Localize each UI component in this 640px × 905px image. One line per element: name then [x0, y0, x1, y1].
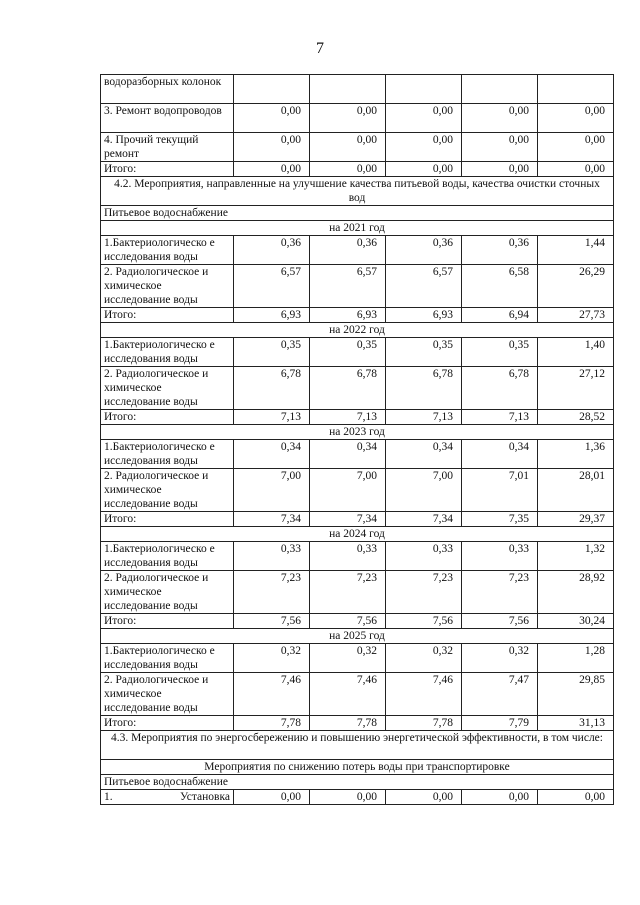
value-cell: 0,00 — [538, 133, 614, 162]
value-cell: 1,28 — [538, 644, 614, 673]
value-cell: 6,93 — [310, 308, 386, 323]
table-row — [101, 614, 614, 629]
value-cell: 7,46 — [234, 673, 310, 716]
category-row — [101, 775, 614, 790]
value-cell: 0,00 — [386, 104, 462, 133]
value-cell: 27,12 — [538, 367, 614, 410]
value-cell: 0,00 — [538, 162, 614, 177]
row-label: 4. Прочий текущий ремонт — [101, 133, 234, 162]
value-cell: 0,33 — [310, 542, 386, 571]
value-cell: 1,36 — [538, 440, 614, 469]
value-cell: 28,01 — [538, 469, 614, 512]
value-cell: 6,78 — [310, 367, 386, 410]
value-cell: 7,13 — [310, 410, 386, 425]
value-cell — [234, 75, 310, 104]
year-header-row — [101, 323, 614, 338]
value-cell: 0,32 — [386, 644, 462, 673]
value-cell: 7,00 — [310, 469, 386, 512]
table-row — [101, 469, 614, 512]
row-label: Итого: — [101, 512, 234, 527]
value-cell: 0,00 — [462, 790, 538, 805]
table-row — [101, 410, 614, 425]
row-label: 1. Установка — [101, 790, 234, 805]
table-row — [101, 162, 614, 177]
value-cell: 6,78 — [462, 367, 538, 410]
year-header-row — [101, 221, 614, 236]
value-cell: 6,57 — [310, 265, 386, 308]
value-cell: 7,46 — [310, 673, 386, 716]
category-row — [101, 206, 614, 221]
year-title: на 2022 год — [101, 323, 614, 338]
row-label: 2. Радиологическое и химическое исследование воды — [101, 367, 234, 410]
value-cell: 7,13 — [462, 410, 538, 425]
table-row — [101, 104, 614, 133]
value-cell: 7,78 — [310, 716, 386, 731]
value-cell — [386, 75, 462, 104]
value-cell: 0,00 — [234, 162, 310, 177]
value-cell: 7,01 — [462, 469, 538, 512]
value-cell: 0,00 — [538, 790, 614, 805]
value-cell: 6,57 — [386, 265, 462, 308]
table-row — [101, 571, 614, 614]
table-row — [101, 75, 614, 104]
table-row — [101, 716, 614, 731]
row-label: 1.Бактериологическо е исследования воды — [101, 440, 234, 469]
value-cell: 0,34 — [386, 440, 462, 469]
row-label: 1.Бактериологическо е исследования воды — [101, 644, 234, 673]
value-cell: 0,36 — [310, 236, 386, 265]
row-label: 3. Ремонт водопроводов — [101, 104, 234, 133]
year-header-row — [101, 629, 614, 644]
value-cell: 0,33 — [386, 542, 462, 571]
value-cell: 0,00 — [462, 162, 538, 177]
value-cell: 7,79 — [462, 716, 538, 731]
category-title: Питьевое водоснабжение — [101, 775, 614, 790]
table-row — [101, 265, 614, 308]
row-label: 2. Радиологическое и химическое исследование воды — [101, 265, 234, 308]
row-label: Итого: — [101, 716, 234, 731]
value-cell — [310, 75, 386, 104]
value-cell: 7,00 — [386, 469, 462, 512]
section-header-row — [101, 731, 614, 760]
value-cell: 29,37 — [538, 512, 614, 527]
value-cell: 6,57 — [234, 265, 310, 308]
year-title: на 2021 год — [101, 221, 614, 236]
value-cell: 1,32 — [538, 542, 614, 571]
value-cell: 0,00 — [386, 790, 462, 805]
value-cell: 0,35 — [386, 338, 462, 367]
value-cell: 0,32 — [234, 644, 310, 673]
value-cell: 0,36 — [234, 236, 310, 265]
value-cell: 0,34 — [310, 440, 386, 469]
row-label: водоразборных колонок — [101, 75, 234, 104]
page-number: 7 — [316, 40, 324, 57]
table-row — [101, 367, 614, 410]
value-cell: 7,78 — [234, 716, 310, 731]
row-label: 2. Радиологическое и химическое исследование воды — [101, 571, 234, 614]
row-label: 1.Бактериологическо е исследования воды — [101, 542, 234, 571]
value-cell: 28,92 — [538, 571, 614, 614]
value-cell: 6,78 — [234, 367, 310, 410]
value-cell: 7,56 — [234, 614, 310, 629]
value-cell — [538, 75, 614, 104]
value-cell: 0,00 — [234, 104, 310, 133]
table-row — [101, 542, 614, 571]
value-cell: 26,29 — [538, 265, 614, 308]
value-cell: 6,93 — [234, 308, 310, 323]
year-title: на 2023 год — [101, 425, 614, 440]
value-cell: 0,35 — [234, 338, 310, 367]
section-title: 4.3. Мероприятия по энергосбережению и повышению энергетической эффективности, в том числе: — [101, 731, 614, 760]
value-cell: 0,35 — [310, 338, 386, 367]
value-cell: 7,34 — [234, 512, 310, 527]
table-row — [101, 644, 614, 673]
row-label: 2. Радиологическое и химическое исследование воды — [101, 469, 234, 512]
value-cell: 0,00 — [538, 104, 614, 133]
value-cell — [462, 75, 538, 104]
value-cell: 7,23 — [462, 571, 538, 614]
value-cell: 27,73 — [538, 308, 614, 323]
value-cell: 7,56 — [386, 614, 462, 629]
table-row — [101, 338, 614, 367]
year-header-row — [101, 760, 614, 775]
table-row — [101, 440, 614, 469]
value-cell: 7,34 — [310, 512, 386, 527]
value-cell: 0,00 — [310, 790, 386, 805]
year-title: на 2025 год — [101, 629, 614, 644]
year-header-row — [101, 527, 614, 542]
value-cell: 7,56 — [462, 614, 538, 629]
value-cell: 1,40 — [538, 338, 614, 367]
year-header-row — [101, 425, 614, 440]
value-cell: 0,00 — [310, 104, 386, 133]
value-cell: 0,32 — [462, 644, 538, 673]
value-cell: 7,23 — [386, 571, 462, 614]
measures-table — [100, 74, 614, 805]
value-cell: 0,33 — [462, 542, 538, 571]
value-cell: 0,36 — [386, 236, 462, 265]
value-cell: 6,78 — [386, 367, 462, 410]
value-cell: 29,85 — [538, 673, 614, 716]
row-label: Итого: — [101, 308, 234, 323]
value-cell: 0,00 — [310, 133, 386, 162]
row-label: Итого: — [101, 410, 234, 425]
value-cell: 0,00 — [462, 133, 538, 162]
table-row — [101, 308, 614, 323]
value-cell: 6,93 — [386, 308, 462, 323]
value-cell: 7,47 — [462, 673, 538, 716]
year-title: на 2024 год — [101, 527, 614, 542]
table-row — [101, 673, 614, 716]
value-cell: 0,00 — [310, 162, 386, 177]
value-cell: 7,00 — [234, 469, 310, 512]
value-cell: 7,46 — [386, 673, 462, 716]
section-header-row — [101, 177, 614, 206]
table-row — [101, 236, 614, 265]
value-cell: 6,94 — [462, 308, 538, 323]
value-cell: 7,13 — [234, 410, 310, 425]
table-row — [101, 512, 614, 527]
value-cell: 7,34 — [386, 512, 462, 527]
row-label: Итого: — [101, 162, 234, 177]
table-row — [101, 133, 614, 162]
section-title: 4.2. Мероприятия, направленные на улучшение качества питьевой воды, качества очистки сточных вод — [101, 177, 614, 206]
value-cell: 0,32 — [310, 644, 386, 673]
value-cell: 7,35 — [462, 512, 538, 527]
value-cell: 7,56 — [310, 614, 386, 629]
row-label: 1.Бактериологическо е исследования воды — [101, 338, 234, 367]
value-cell: 6,58 — [462, 265, 538, 308]
table-row — [101, 790, 614, 805]
value-cell: 30,24 — [538, 614, 614, 629]
row-label: 1.Бактериологическо е исследования воды — [101, 236, 234, 265]
value-cell: 28,52 — [538, 410, 614, 425]
category-title: Питьевое водоснабжение — [101, 206, 614, 221]
row-label: Итого: — [101, 614, 234, 629]
value-cell: 0,00 — [234, 133, 310, 162]
value-cell: 0,34 — [462, 440, 538, 469]
year-title: Мероприятия по снижению потерь воды при транспортировке — [101, 760, 614, 775]
value-cell: 0,00 — [386, 133, 462, 162]
measures-table-body — [101, 75, 614, 805]
value-cell: 0,33 — [234, 542, 310, 571]
value-cell: 31,13 — [538, 716, 614, 731]
value-cell: 7,78 — [386, 716, 462, 731]
value-cell: 0,36 — [462, 236, 538, 265]
row-label: 2. Радиологическое и химическое исследование воды — [101, 673, 234, 716]
value-cell: 1,44 — [538, 236, 614, 265]
value-cell: 7,23 — [310, 571, 386, 614]
value-cell: 0,00 — [234, 790, 310, 805]
value-cell: 0,35 — [462, 338, 538, 367]
value-cell: 0,00 — [462, 104, 538, 133]
value-cell: 0,34 — [234, 440, 310, 469]
value-cell: 7,23 — [234, 571, 310, 614]
value-cell: 7,13 — [386, 410, 462, 425]
value-cell: 0,00 — [386, 162, 462, 177]
